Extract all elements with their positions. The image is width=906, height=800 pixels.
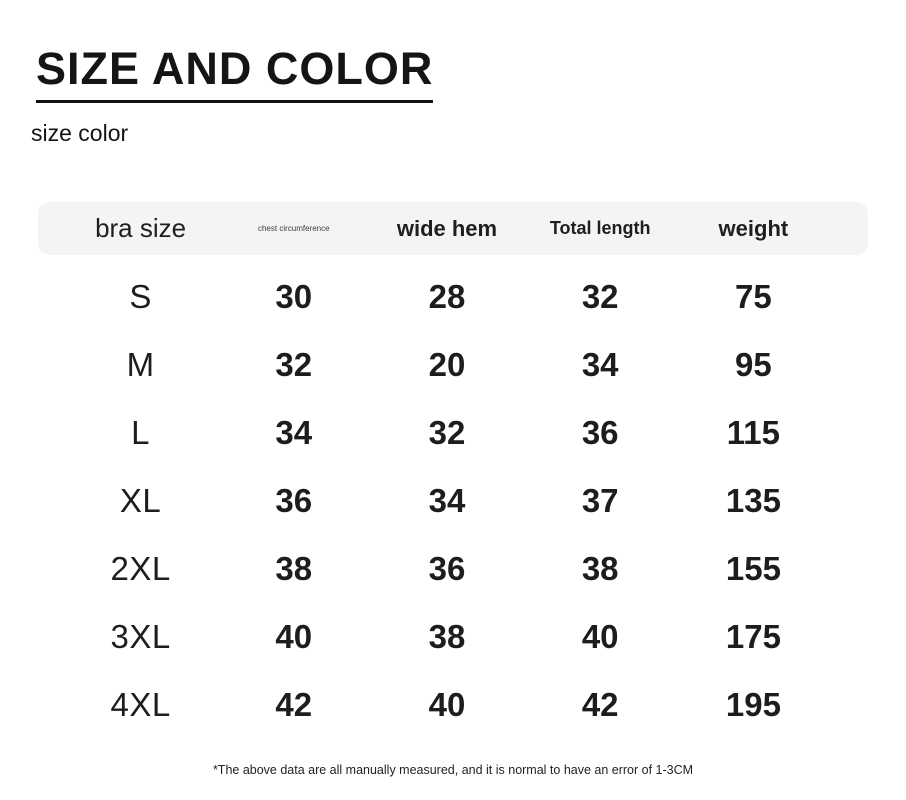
cell-total-length: 42	[581, 686, 619, 723]
cell-weight: 135	[725, 482, 781, 519]
table-row	[38, 399, 868, 467]
cell-total-length: 36	[581, 414, 619, 451]
measurement-disclaimer: *The above data are all manually measured, and it is normal to have an error of 1-3CM	[212, 763, 694, 777]
cell-total-length: 37	[581, 482, 619, 519]
column-header-chest-circumference: chest circumference	[257, 224, 330, 233]
cell-wide-hem: 28	[428, 278, 466, 315]
cell-wide-hem: 34	[428, 482, 466, 519]
table-row	[38, 467, 868, 535]
table-body	[38, 263, 868, 739]
table-header-row	[38, 202, 868, 255]
cell-chest: 34	[275, 414, 313, 451]
column-header-weight: weight	[718, 215, 789, 241]
cell-chest: 40	[275, 618, 313, 655]
table-row	[38, 671, 868, 739]
page-title: SIZE AND COLOR	[36, 46, 433, 103]
cell-size: 4XL	[110, 686, 171, 723]
cell-weight: 155	[725, 550, 781, 587]
column-header-total-length: Total length	[549, 218, 651, 238]
size-table	[38, 202, 868, 739]
cell-weight: 175	[725, 618, 781, 655]
cell-size: L	[131, 414, 151, 451]
cell-chest: 36	[275, 482, 313, 519]
cell-size: XL	[119, 482, 162, 519]
cell-wide-hem: 40	[428, 686, 466, 723]
cell-wide-hem: 36	[428, 550, 466, 587]
cell-size: 3XL	[110, 618, 171, 655]
cell-wide-hem: 20	[428, 346, 466, 383]
cell-chest: 38	[275, 550, 313, 587]
cell-size: 2XL	[110, 550, 171, 587]
cell-size: M	[126, 346, 155, 383]
cell-chest: 32	[275, 346, 313, 383]
cell-chest: 42	[275, 686, 313, 723]
table-row	[38, 535, 868, 603]
column-header-wide-hem: wide hem	[396, 215, 498, 241]
cell-weight: 95	[735, 346, 772, 383]
page-subtitle: size color	[31, 120, 129, 146]
cell-wide-hem: 32	[428, 414, 466, 451]
cell-total-length: 32	[581, 278, 619, 315]
cell-total-length: 34	[581, 346, 619, 383]
cell-total-length: 38	[581, 550, 619, 587]
cell-chest: 30	[275, 278, 313, 315]
table-row	[38, 331, 868, 399]
table-row	[38, 603, 868, 671]
cell-wide-hem: 38	[428, 618, 466, 655]
cell-weight: 75	[735, 278, 772, 315]
table-row	[38, 263, 868, 331]
title-section	[36, 43, 906, 103]
cell-size: S	[129, 278, 152, 315]
cell-weight: 195	[725, 686, 781, 723]
cell-total-length: 40	[581, 618, 619, 655]
cell-weight: 115	[726, 414, 781, 451]
column-header-bra-size: bra size	[95, 213, 187, 243]
